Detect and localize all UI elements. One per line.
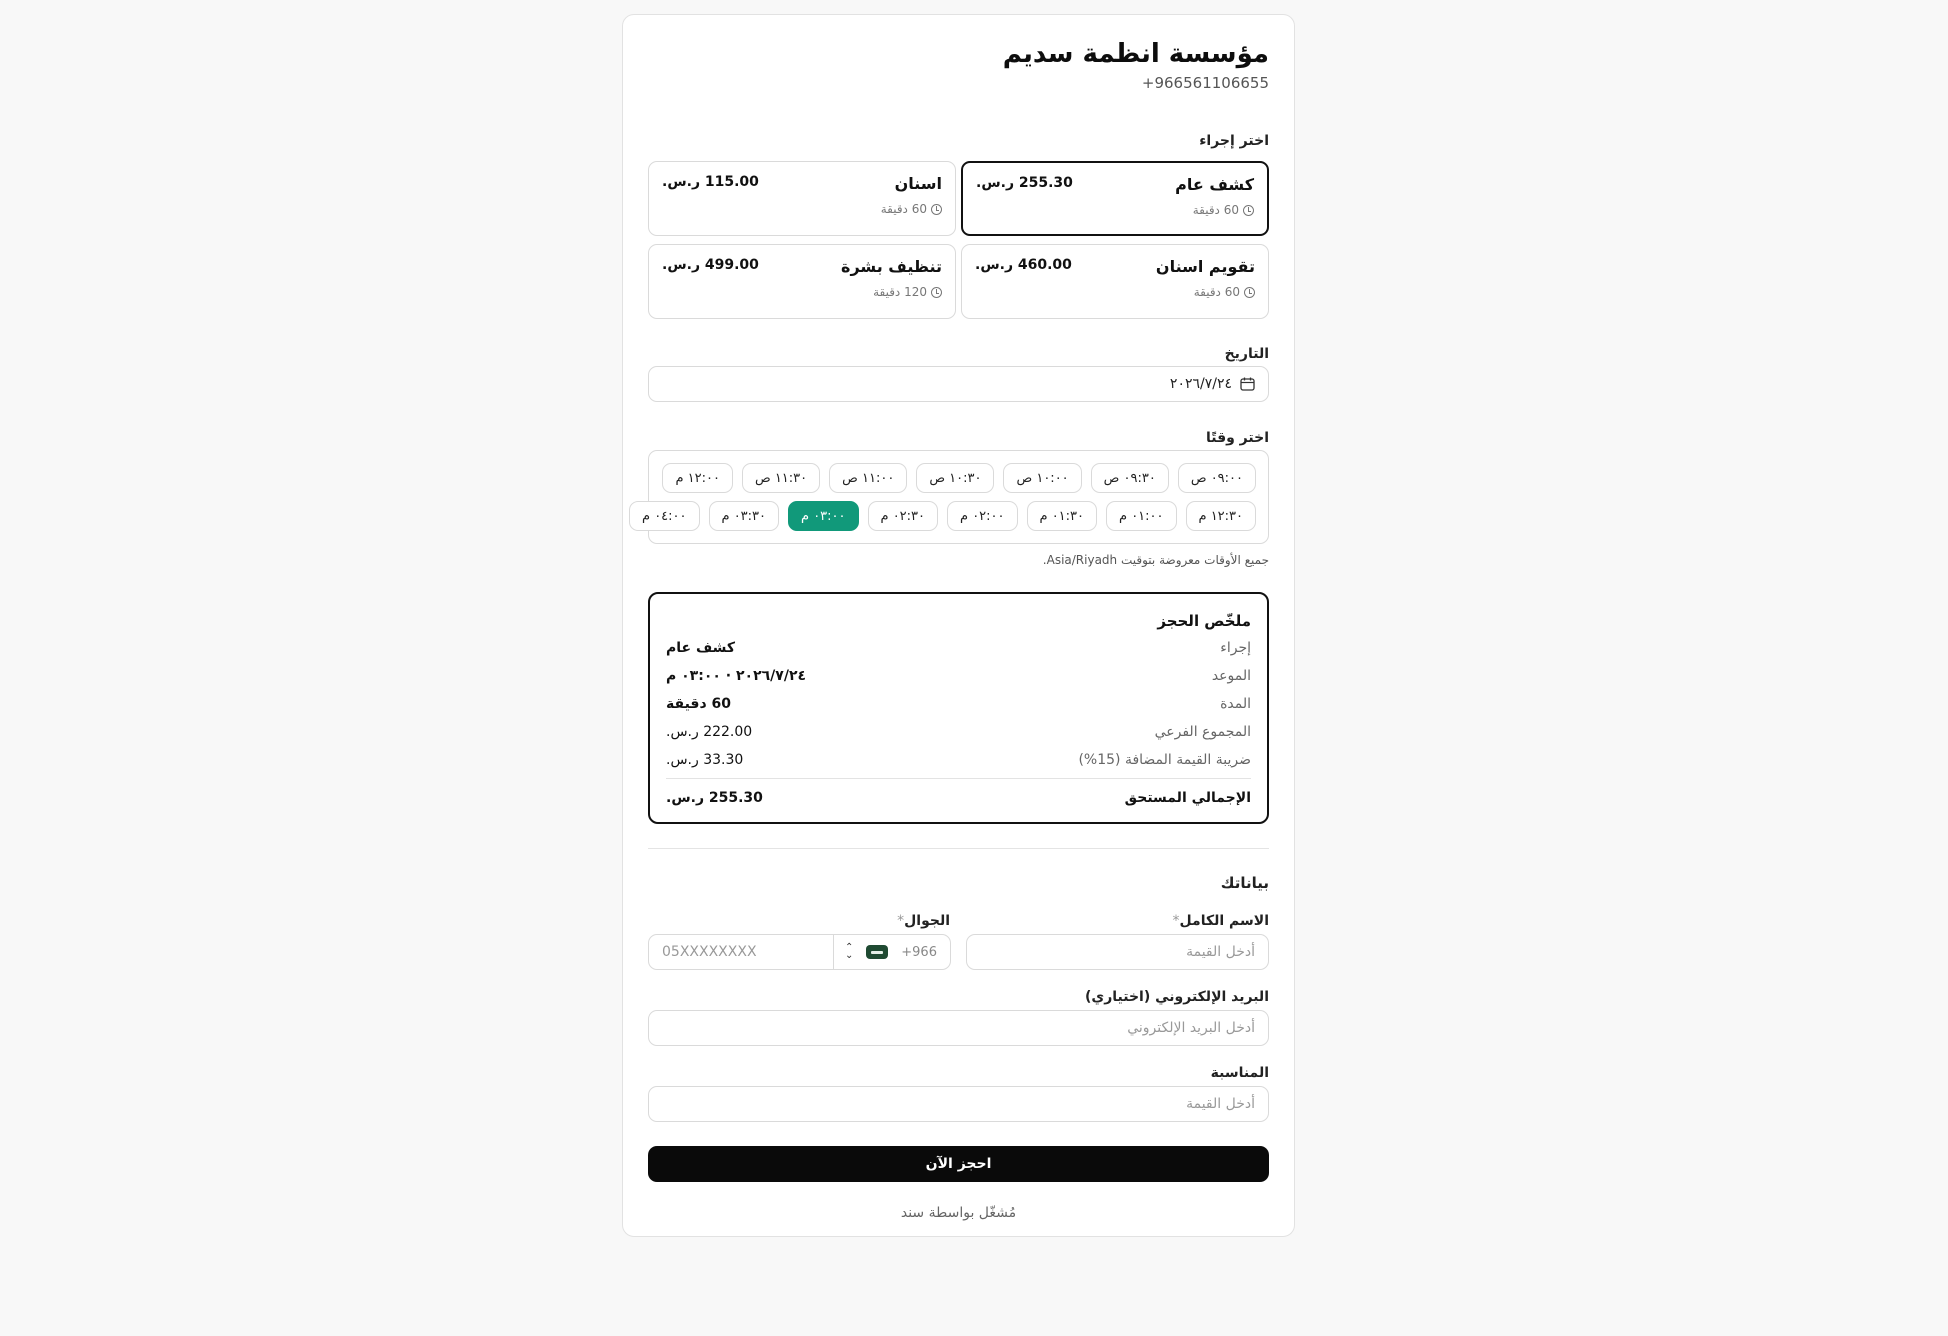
time-slots-panel [642, 450, 1269, 544]
service-duration-text: 60 دقيقة [1192, 203, 1239, 217]
summary-label: المجموع الفرعي [1154, 724, 1251, 740]
time-slot[interactable]: ٠٩:٣٠ ص [1091, 463, 1169, 493]
summary-value: 33.30 ر.س. [666, 752, 744, 768]
service-price: 460.00 ر.س. [975, 257, 1072, 273]
date-picker[interactable] [648, 366, 1269, 402]
service-name: تنظيف بشرة [841, 257, 942, 276]
clock-icon [931, 287, 942, 298]
summary-label: إجراء [1220, 640, 1251, 656]
business-name: مؤسسة انظمة سديم [1002, 39, 1269, 69]
time-slots-row-2 [629, 501, 1256, 531]
section-divider [648, 848, 1269, 849]
service-duration-text: 120 دقيقة [873, 285, 927, 299]
mobile-label-text: الجوال [904, 913, 950, 929]
time-slot[interactable]: ١٢:٠٠ م [662, 463, 733, 493]
full-name-input[interactable]: أدخل القيمة [966, 934, 1269, 970]
business-phone: +966561106655 [1141, 74, 1269, 92]
summary-label: ضريبة القيمة المضافة (15%) [1078, 752, 1251, 768]
date-label: التاريخ [1224, 346, 1269, 362]
country-code: +966 [901, 944, 937, 960]
time-slot[interactable]: ٠١:٠٠ م [1106, 501, 1177, 531]
full-name-label-text: الاسم الكامل [1179, 913, 1269, 929]
service-card-orthodontics[interactable] [961, 244, 1269, 319]
powered-by: مُشغّل بواسطة سند [900, 1205, 1017, 1221]
total-label: الإجمالي المستحق [1124, 790, 1251, 806]
summary-value: ٢٠٢٦/٧/٢٤ · ٠٣:٠٠ م [666, 668, 807, 684]
service-duration [1194, 285, 1255, 299]
service-duration [881, 202, 942, 216]
time-slot[interactable]: ١٢:٣٠ م [1186, 501, 1257, 531]
time-slot[interactable]: ٠١:٣٠ م [1027, 501, 1098, 531]
time-slot[interactable]: ٠٣:٣٠ م [709, 501, 780, 531]
clock-icon [1243, 205, 1254, 216]
booking-content [642, 15, 1269, 1236]
book-now-button[interactable]: احجز الآن [648, 1146, 1269, 1182]
date-value: ٢٠٢٦/٧/٢٤ [1169, 376, 1232, 392]
required-mark: * [897, 913, 905, 929]
summary-row-appointment [666, 668, 1251, 688]
calendar-icon [1240, 377, 1255, 391]
time-slot[interactable]: ٠٩:٠٠ ص [1178, 463, 1256, 493]
clock-icon [931, 204, 942, 215]
mobile-field [648, 934, 951, 970]
email-input[interactable]: أدخل البريد الإلكتروني [648, 1010, 1269, 1046]
service-duration-text: 60 دقيقة [1193, 285, 1240, 299]
time-slot[interactable]: ٠٤:٠٠ م [629, 501, 700, 531]
service-duration [873, 285, 942, 299]
summary-value: 60 دقيقة [666, 696, 731, 712]
booking-card [622, 14, 1295, 1237]
summary-row-duration [666, 696, 1251, 716]
service-duration-text: 60 دقيقة [880, 202, 927, 216]
service-duration [1193, 203, 1254, 217]
time-label: اختر وقتًا [1205, 430, 1269, 446]
service-name: اسنان [894, 174, 942, 193]
summary-label: الموعد [1211, 668, 1251, 684]
time-slots-row-1 [662, 463, 1256, 493]
time-slot[interactable]: ١١:٠٠ ص [829, 463, 907, 493]
service-card-dental[interactable] [648, 161, 956, 236]
time-slot[interactable]: ١٠:٣٠ ص [916, 463, 994, 493]
service-card-general-checkup[interactable] [961, 161, 1269, 236]
full-name-label [1169, 913, 1269, 929]
summary-divider [666, 778, 1251, 779]
your-details-title: بياناتك [1220, 874, 1269, 892]
summary-label: المدة [1220, 696, 1251, 712]
saudi-flag-icon [866, 945, 888, 959]
time-slot[interactable]: ٠٣:٠٠ م [788, 501, 859, 531]
clock-icon [1244, 287, 1255, 298]
service-card-skin-cleaning[interactable] [648, 244, 956, 319]
summary-value: 222.00 ر.س. [666, 724, 753, 740]
timezone-note: جميع الأوقات معروضة بتوقيت Asia/Riyadh. [1042, 553, 1269, 567]
summary-title: ملخّص الحجز [1157, 612, 1251, 630]
time-slot[interactable]: ١١:٣٠ ص [742, 463, 820, 493]
mobile-label [893, 913, 950, 929]
summary-row-total [666, 790, 1251, 810]
service-price: 255.30 ر.س. [976, 175, 1073, 191]
service-price: 115.00 ر.س. [662, 174, 759, 190]
time-slot[interactable]: ٠٢:٣٠ م [868, 501, 939, 531]
occasion-label: المناسبة [1210, 1065, 1269, 1081]
service-price: 499.00 ر.س. [662, 257, 759, 273]
summary-value: كشف عام [666, 640, 736, 656]
service-name: كشف عام [1175, 175, 1254, 194]
total-value: 255.30 ر.س. [666, 790, 763, 806]
summary-row-procedure [666, 640, 1251, 660]
email-label: البريد الإلكتروني (اختياري) [1084, 989, 1269, 1005]
country-code-select[interactable] [832, 935, 950, 969]
time-slot[interactable]: ١٠:٠٠ ص [1003, 463, 1081, 493]
procedure-label: اختر إجراء [1199, 133, 1269, 149]
required-mark: * [1172, 913, 1180, 929]
chevron-updown-icon: ⌃ ⌄ [845, 942, 854, 961]
mobile-input[interactable]: 05XXXXXXXX [649, 935, 834, 969]
occasion-input[interactable]: أدخل القيمة [648, 1086, 1269, 1122]
summary-row-subtotal [666, 724, 1251, 744]
time-slot[interactable]: ٠٢:٠٠ م [947, 501, 1018, 531]
booking-summary [648, 592, 1269, 824]
service-name: تقويم اسنان [1155, 257, 1255, 276]
summary-row-vat [666, 752, 1251, 772]
